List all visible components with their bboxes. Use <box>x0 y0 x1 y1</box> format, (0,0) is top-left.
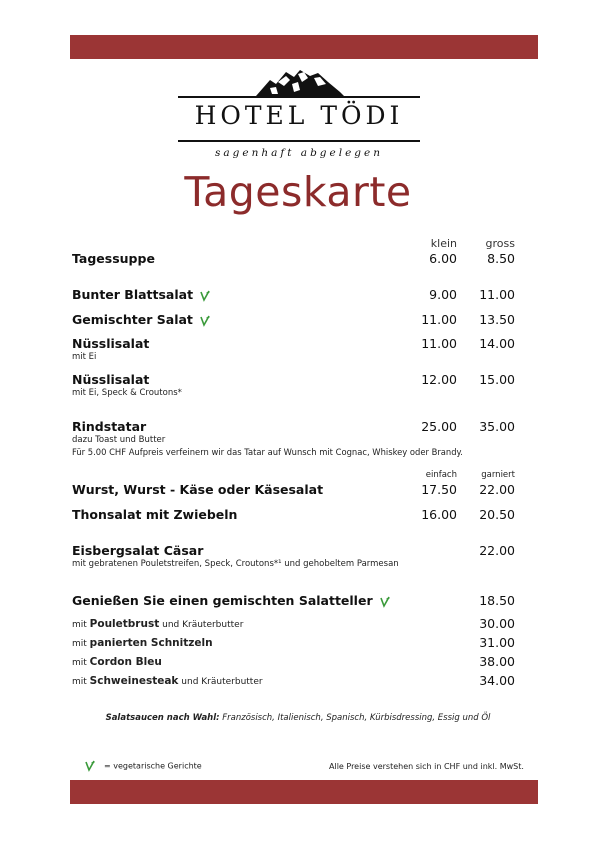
option-main: Pouletbrust <box>89 618 160 630</box>
sauces-label: Salatsaucen nach Wahl: <box>105 713 220 723</box>
option-main: Cordon Bleu <box>89 656 162 668</box>
price-large: 22.00 <box>479 543 515 558</box>
option-main: Schweinesteak <box>89 675 179 687</box>
item-name: Bunter Blattsalat <box>72 287 194 302</box>
vegetarian-leaf-icon <box>379 596 391 608</box>
header-single: einfach <box>425 470 457 480</box>
option-prefix: mit <box>72 620 87 630</box>
option-price: 34.00 <box>479 673 515 688</box>
item-name: Thonsalat mit Zwiebeln <box>72 507 238 522</box>
header-small: klein <box>430 237 457 250</box>
option-suffix: und Kräuterbutter <box>162 620 244 630</box>
price-small: 6.00 <box>429 251 457 266</box>
item-name: Tagessuppe <box>72 251 155 266</box>
sauces-list: Französisch, Italienisch, Spanisch, Kürbisdressing, Essig und Öl <box>222 713 491 723</box>
price-large: 14.00 <box>479 336 515 351</box>
logo-rule-bottom <box>178 140 420 142</box>
item-name: Eisbergsalat Cäsar <box>72 543 204 558</box>
veg-legend-text: = vegetarische Gerichte <box>104 761 202 771</box>
item-description: mit Ei, Speck & Croutons* <box>72 388 182 398</box>
platter-option <box>72 637 213 649</box>
price-large: 13.50 <box>479 312 515 327</box>
menu-item <box>72 593 391 608</box>
price-large: 20.50 <box>479 507 515 522</box>
item-description: dazu Toast und Butter <box>72 435 166 445</box>
option-price: 30.00 <box>479 616 515 631</box>
option-prefix: mit <box>72 677 87 687</box>
item-description: mit Ei <box>72 352 97 362</box>
menu-item <box>72 287 211 302</box>
price-large: 11.00 <box>479 287 515 302</box>
price-small: 17.50 <box>421 482 457 497</box>
veg-legend <box>84 760 202 772</box>
price-small: 11.00 <box>421 336 457 351</box>
hotel-slogan: sagenhaft abgelegen <box>215 147 383 159</box>
option-prefix: mit <box>72 639 87 649</box>
option-price: 38.00 <box>479 654 515 669</box>
page-title: Tageskarte <box>184 168 412 216</box>
logo-rule-top <box>178 96 420 98</box>
price-small: 9.00 <box>429 287 457 302</box>
price-small: 25.00 <box>421 419 457 434</box>
item-name: Gemischter Salat <box>72 312 193 327</box>
item-name: Genießen Sie einen gemischten Salatteller <box>72 593 373 608</box>
price-large: 35.00 <box>479 419 515 434</box>
item-name: Nüsslisalat <box>72 336 150 351</box>
header-garnished: garniert <box>481 470 515 480</box>
bottom-banner <box>70 780 538 804</box>
item-name: Rindstatar <box>72 419 147 434</box>
item-name: Nüsslisalat <box>72 372 150 387</box>
platter-option <box>72 618 243 630</box>
price-large: 15.00 <box>479 372 515 387</box>
price-small: 16.00 <box>421 507 457 522</box>
hotel-name: HOTEL TÖDI <box>194 101 404 130</box>
platter-option <box>72 675 263 687</box>
hotel-logo <box>178 68 420 162</box>
menu-item <box>72 312 211 327</box>
option-price: 31.00 <box>479 635 515 650</box>
option-suffix: und Kräuterbutter <box>181 677 263 687</box>
item-note: Für 5.00 CHF Aufpreis verfeinern wir das Tatar auf Wunsch mit Cognac, Whiskey oder Brandy. <box>72 447 463 457</box>
vegetarian-leaf-icon <box>199 315 211 327</box>
price-small: 12.00 <box>421 372 457 387</box>
vegetarian-leaf-icon <box>199 290 211 302</box>
vegetarian-leaf-icon <box>84 760 96 772</box>
price-large: 8.50 <box>487 251 515 266</box>
price-small: 11.00 <box>421 312 457 327</box>
option-main: panierten Schnitzeln <box>89 637 213 649</box>
price-note: Alle Preise verstehen sich in CHF und inkl. MwSt. <box>329 762 524 771</box>
top-banner <box>70 35 538 59</box>
header-large: gross <box>485 237 515 250</box>
item-name: Wurst, Wurst - Käse oder Käsesalat <box>72 482 324 497</box>
price-large: 18.50 <box>479 593 515 608</box>
item-description: mit gebratenen Pouletstreifen, Speck, Croutons*¹ und gehobeltem Parmesan <box>72 559 399 569</box>
platter-option <box>72 656 162 668</box>
price-large: 22.00 <box>479 482 515 497</box>
option-prefix: mit <box>72 658 87 668</box>
sauces-note <box>0 713 596 723</box>
